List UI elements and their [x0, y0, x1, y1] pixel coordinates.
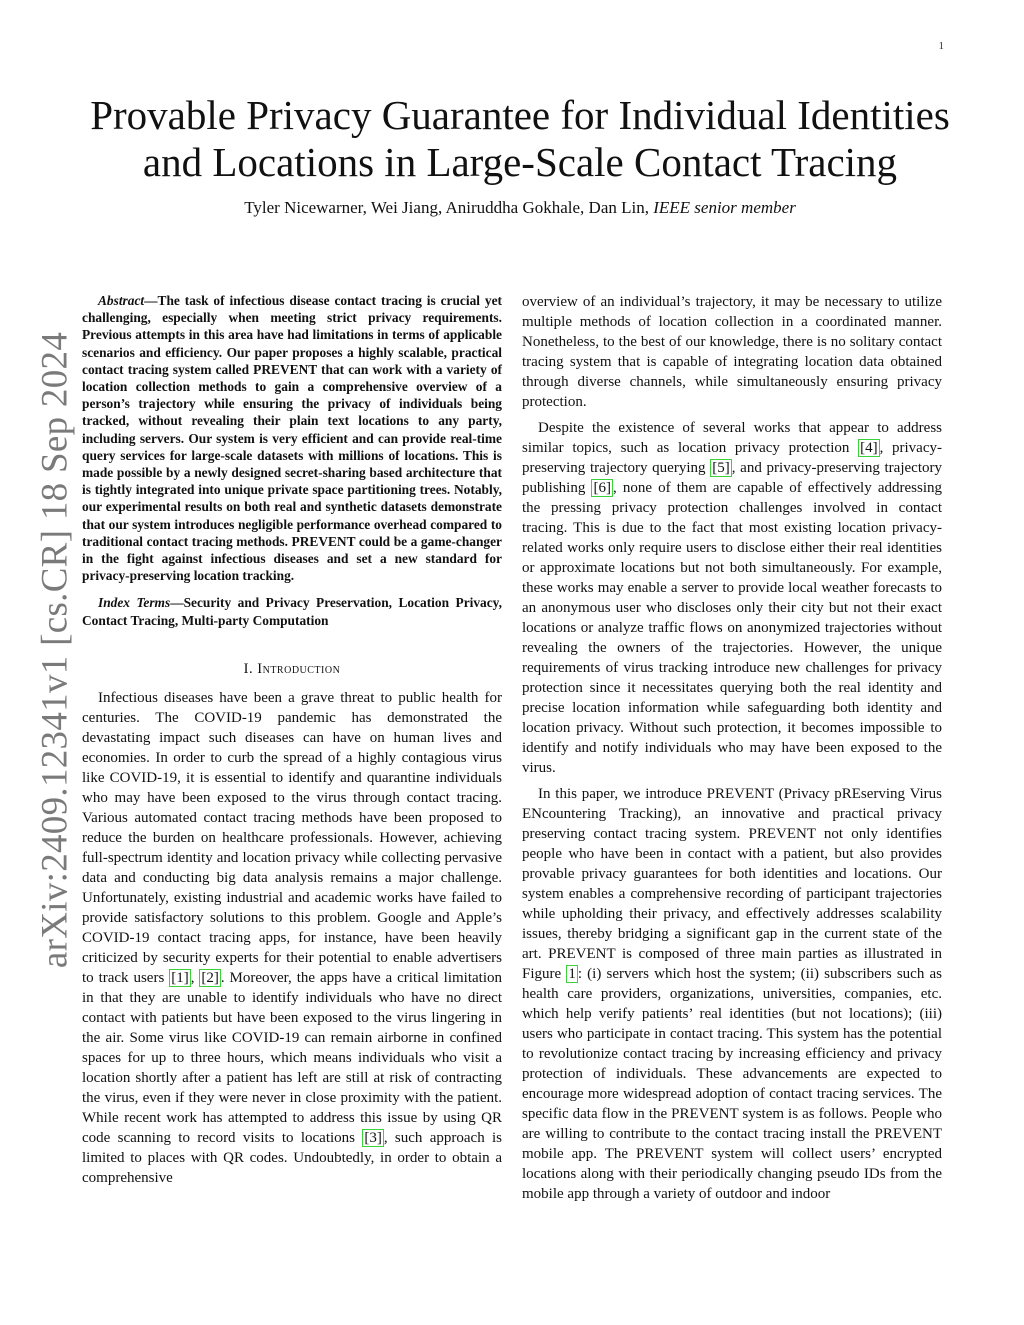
right-text-2b: , privacy-preserving trajectory querying [522, 440, 942, 476]
right-text-2d: , none of them are capable of effectively addressing the pressing privacy protection challenges involved in contact tracing. This is due to the fact that most existing location privacy-related works only require users to disclose either their real identities or approximate locations but not both simultaneously. For example, these works may enable a server to provide local weather forecasts to an anonymous user who discloses only their city but not their exact locations or analyze traffic flows on anonymized trajectories without revealing the owners of the trajectories. However, the unique requirements of virus tracking introduce new challenges for privacy protection since it necessitates querying both the real identity and precise location information while safeguarding both identity and location privacy. Without such protection, it becomes impossible to identify and notify individuals who may have been exposed to the virus. [522, 480, 942, 776]
section-heading-introduction [82, 659, 502, 679]
paper-title: Provable Privacy Guarantee for Individual Identities and Locations in Large-Scale Contact Tracing [90, 92, 950, 185]
right-paragraph-2 [522, 418, 942, 778]
right-text-3b: : (i) servers which host the system; (ii) subscribers such as health care providers, organizations, universities, companies, etc. which help verify patients’ real identities (but not locations); (iii) users who participate in contact tracing. This system has the potential to revolutionize contact tracing by increasing efficiency and privacy protection of individuals. These advancements are expected to encourage more widespread adoption of contact tracing services. The specific data flow in the PREVENT system is as follows. People who are willing to contribute to the contact tracing install the PREVENT mobile app. The PREVENT system will collect users’ encrypted locations along with their periodically changing pseudo IDs from the mobile app through a variety of outdoor and indoor [522, 966, 942, 1202]
right-paragraph-1: overview of an individual’s trajectory, it may be necessary to utilize multiple methods of location collection in a coordinated manner. Nonetheless, to the best of our knowledge, there is no solitary contact tracing system that is capable of integrating location data obtained through diverse channels, while simultaneously ensuring privacy protection. [522, 294, 942, 410]
citation-link-1[interactable]: [1] [171, 969, 189, 986]
citation-link-3[interactable]: [3] [364, 1129, 382, 1146]
figure-link-1[interactable]: 1 [568, 966, 576, 982]
citation-link-2[interactable]: [2] [201, 969, 219, 986]
abstract [82, 292, 502, 584]
citation-link-5[interactable]: [5] [712, 460, 730, 476]
intro-text-1: Infectious diseases have been a grave threat to public health for centuries. The COVID-19 pandemic has demonstrated the devastating impact such diseases can have on human lives and economies. In order to curb the spread of a highly contagious virus like COVID-19, it is essential to identify and quarantine individuals who may have been exposed to the virus through contact tracing. Various automated contact tracing methods have been proposed to reduce the burden on healthcare professionals. However, achieving full-spectrum identity and location privacy while collecting pervasive data and conducting big data analysis remains a major challenge. Unfortunately, existing industrial and academic works have failed to provide satisfactory solutions to this problem. Google and Apple’s COVID-19 contact tracing apps, for instance, have been heavily criticized by security experts for their potential to enable advertisers to track users [82, 689, 502, 986]
abstract-text: —The task of infectious disease contact tracing is crucial yet challenging, especially when meeting strict privacy requirements. Previous attempts in this area have had limitations in terms of applicable scenarios and efficiency. Our paper proposes a highly scalable, practical contact tracing system called PREVENT that can work with a variety of location collection methods to gain a comprehensive overview of a person’s trajectory while ensuring the privacy of individuals being tracked, without revealing their plain text locations to any party, including servers. Our system is very efficient and can provide real-time query services for large-scale datasets with millions of locations. This is made possible by a newly designed secret-sharing based architecture that is tightly integrated into unique private space partitioning trees. Notably, our experimental results on both real and synthetic datasets demonstrate that our system introduces negligible performance overhead compared to traditional contact tracing methods. PREVENT could be a game-changer in the fight against infectious diseases and set a new standard for privacy-preserving location tracking. [82, 293, 502, 584]
author-line [60, 198, 980, 218]
author-affiliation: IEEE senior member [653, 198, 796, 217]
right-column [522, 292, 942, 1204]
arxiv-identifier: arXiv:2409.12341v1 [cs.CR] 18 Sep 2024 [34, 331, 76, 969]
right-text-3a: In this paper, we introduce PREVENT (Privacy pREserving Virus ENcountering Tracking), an innovative and practical privacy preserving contact tracing system. PREVENT not only identifies people who have been in contact with a patient, but also provides provable privacy guarantees for both identities and locations. Our system enables a comprehensive recording of participant trajectories while upholding their privacy, and effectively addresses scalability issues, thereby bridging a significant gap in the current state of the art. PREVENT is composed of three main parties as illustrated in Figure [522, 786, 942, 982]
intro-text-3: , such approach is limited to places with QR codes. Undoubtedly, in order to obtain a comprehensive [82, 1129, 503, 1186]
intro-paragraph-1 [82, 688, 502, 1188]
right-text-2c: , and privacy-preserving trajectory publishing [522, 460, 942, 496]
section-title: Introduction [257, 660, 341, 677]
citation-link-4[interactable]: [4] [860, 440, 878, 456]
index-terms-label: Index Terms [98, 595, 171, 611]
citation-link-6[interactable]: [6] [593, 480, 611, 496]
right-text-2a: Despite the existence of several works that appear to address similar topics, such as location privacy protection [522, 420, 942, 456]
right-paragraph-3 [522, 784, 942, 1204]
author-names: Tyler Nicewarner, Wei Jiang, Aniruddha Gokhale, Dan Lin, [244, 198, 649, 217]
intro-text-2: . Moreover, the apps have a critical limitation in that they are unable to identify individuals who have no direct contact with patients but have been exposed to the virus lingering in the air. Some virus like COVID-19 can remain airborne in confined spaces for up to three hours, which means individuals who visit a location shortly after a patient has left are still at risk of contracting the virus, even if they were never in close proximity with the patient. While recent work has attempted to address this issue by using QR code scanning to record visits to locations [82, 969, 502, 1146]
citation-separator: , [190, 969, 200, 986]
page-number: 1 [938, 40, 944, 52]
index-terms-text: —Security and Privacy Preservation, Location Privacy, Contact Tracing, Multi-party Computation [82, 595, 502, 628]
section-number: I. [243, 660, 254, 677]
abstract-label: Abstract [98, 293, 145, 308]
index-terms [82, 594, 502, 628]
left-column [82, 292, 502, 1188]
